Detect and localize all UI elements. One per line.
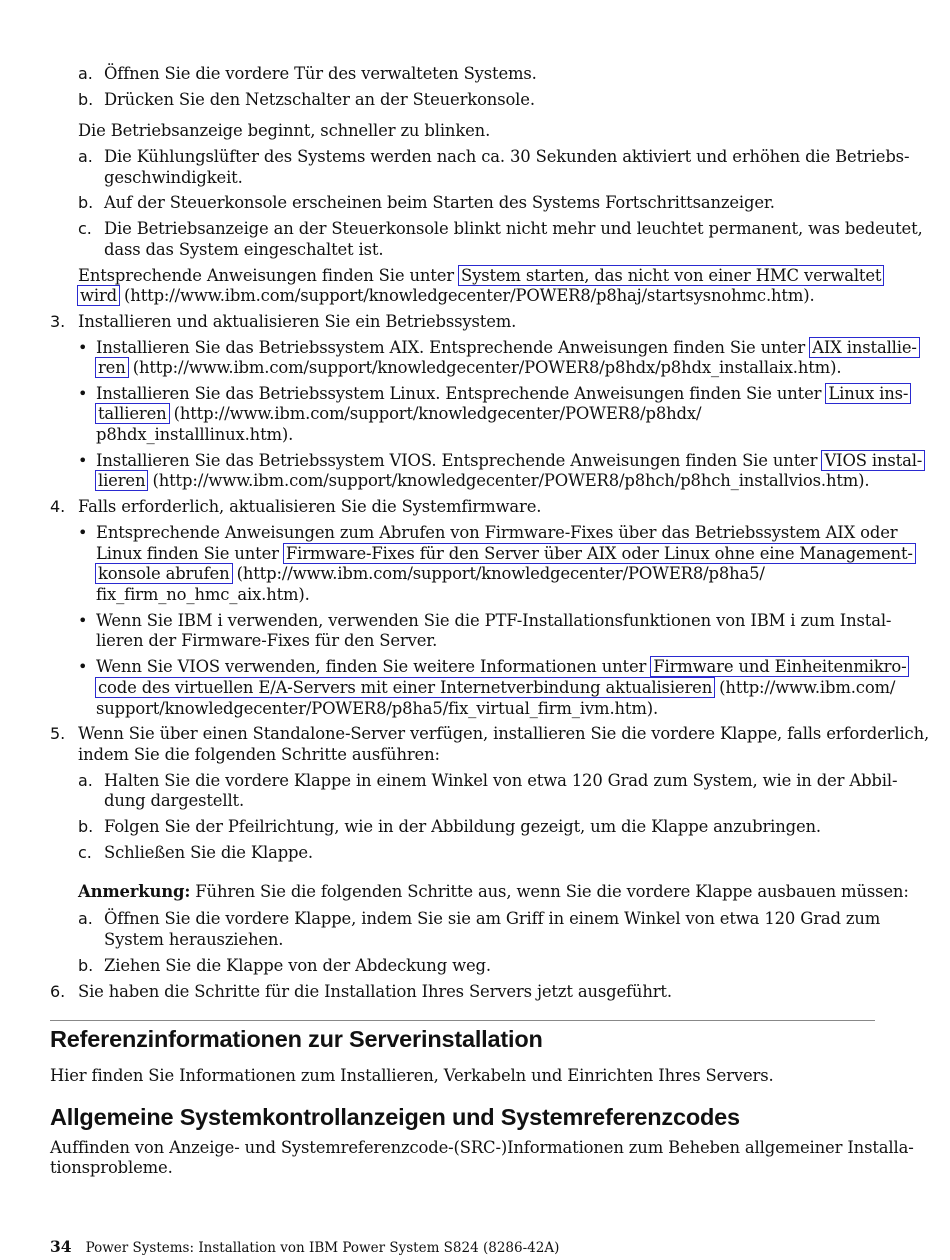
substep-marker: a. [78, 909, 93, 928]
substep-marker: b. [78, 90, 94, 109]
page-number: 34 [50, 1237, 72, 1256]
substep-text: Drücken Sie den Netzschalter an der Steuerkonsole. [104, 90, 535, 109]
start-ref-line1: Entsprechende Anweisungen finden Sie unter System starten, das nicht von einer HMC verwaltet [78, 265, 883, 286]
substep-marker: a. [78, 771, 93, 790]
bullet-text: Installieren Sie das Betriebssystem Linux. Entsprechende Anweisungen finden Sie unter Linux ins- [96, 383, 910, 404]
bullet: • [78, 338, 88, 357]
substep-text: geschwindigkeit. [104, 168, 243, 187]
bullet-text: lieren (http://www.ibm.com/support/knowledgecenter/POWER8/p8hch/p8hch_installvios.htm). [96, 470, 870, 491]
step-marker: 4. [50, 497, 66, 516]
step-text: Falls erforderlich, aktualisieren Sie die Systemfirmware. [78, 497, 542, 516]
step-marker: 5. [50, 724, 66, 743]
substep-text: Ziehen Sie die Klappe von der Abdeckung weg. [104, 956, 491, 975]
substep-text: dung dargestellt. [104, 791, 245, 810]
linux-install-link[interactable]: Linux ins- [825, 383, 911, 404]
step-marker: 3. [50, 312, 66, 331]
bullet: • [78, 657, 88, 676]
substep-text: Die Betriebsanzeige an der Steuerkonsole blinkt nicht mehr und leuchtet permanent, was bedeutet, [104, 219, 923, 238]
section-body: Hier finden Sie Informationen zum Installieren, Verkabeln und Einrichten Ihres Servers. [50, 1066, 774, 1085]
aix-install-link-cont[interactable]: ren [95, 357, 129, 378]
substep-text: Die Kühlungslüfter des Systems werden nach ca. 30 Sekunden aktiviert und erhöhen die Betriebs- [104, 147, 910, 166]
substep-marker: a. [78, 64, 93, 83]
footer-title: Power Systems: Installation von IBM Power System S824 (8286-42A) [85, 1240, 560, 1256]
bullet-text: ren (http://www.ibm.com/support/knowledgecenter/POWER8/p8hdx/p8hdx_installaix.htm). [96, 357, 841, 378]
bullet: • [78, 384, 88, 403]
bullet: • [78, 611, 88, 630]
start-ref-line2: wird (http://www.ibm.com/support/knowledgecenter/POWER8/p8haj/startsysnohmc.htm). [78, 285, 815, 306]
step-text: Sie haben die Schritte für die Installation Ihres Servers jetzt ausgeführt. [78, 982, 672, 1001]
vios-install-link[interactable]: VIOS instal- [821, 450, 925, 471]
page-footer [50, 1238, 559, 1257]
aix-install-link[interactable]: AIX installie- [809, 337, 920, 358]
substep-marker: b. [78, 817, 94, 836]
substep-marker: b. [78, 956, 94, 975]
substep-text: dass das System eingeschaltet ist. [104, 240, 384, 259]
section-heading: Referenzinformationen zur Serverinstallation [50, 1026, 543, 1052]
start-system-link[interactable]: System starten, das nicht von einer HMC verwaltet [458, 265, 884, 286]
substep-marker: c. [78, 843, 92, 862]
bullet-text: lieren der Firmware-Fixes für den Server. [96, 631, 438, 650]
power-led-note: Die Betriebsanzeige beginnt, schneller zu blinken. [78, 121, 491, 140]
substep-text: Öffnen Sie die vordere Klappe, indem Sie sie am Griff in einem Winkel von etwa 120 Grad zum [104, 909, 881, 928]
note-label: Anmerkung: [78, 882, 191, 901]
bullet-text: fix_firm_no_hmc_aix.htm). [96, 585, 310, 604]
substep-text: Halten Sie die vordere Klappe in einem Winkel von etwa 120 Grad zum System, wie in der Abbil- [104, 771, 898, 790]
firmware-fixes-link[interactable]: Firmware-Fixes für den Server über AIX oder Linux ohne eine Management- [283, 543, 916, 564]
substep-marker: a. [78, 147, 93, 166]
vios-install-link-cont[interactable]: lieren [95, 470, 148, 491]
bullet-text: support/knowledgecenter/POWER8/p8ha5/fix_virtual_firm_ivm.htm). [96, 699, 659, 718]
note: Anmerkung: Führen Sie die folgenden Schritte aus, wenn Sie die vordere Klappe ausbauen müssen: [78, 882, 909, 901]
start-system-link-cont[interactable]: wird [77, 285, 120, 306]
substep-text: Schließen Sie die Klappe. [104, 843, 313, 862]
bullet-text: konsole abrufen (http://www.ibm.com/support/knowledgecenter/POWER8/p8ha5/ [96, 563, 765, 584]
bullet-text: Linux finden Sie unter Firmware-Fixes für den Server über AIX oder Linux ohne eine Management- [96, 543, 915, 564]
step-text: Installieren und aktualisieren Sie ein Betriebssystem. [78, 312, 517, 331]
bullet-text: Wenn Sie IBM i verwenden, verwenden Sie die PTF-Installationsfunktionen von IBM i zum Instal- [96, 611, 892, 630]
substep-text: Folgen Sie der Pfeilrichtung, wie in der Abbildung gezeigt, um die Klappe anzubringen. [104, 817, 821, 836]
step-marker: 6. [50, 982, 66, 1001]
bullet-text: Wenn Sie VIOS verwenden, finden Sie weitere Informationen unter Firmware und Einheitenmikro- [96, 656, 908, 677]
step-text: indem Sie die folgenden Schritte ausführen: [78, 745, 440, 764]
linux-install-link-cont[interactable]: tallieren [95, 403, 170, 424]
bullet-text: p8hdx_installlinux.htm). [96, 425, 294, 444]
bullet-text: Entsprechende Anweisungen zum Abrufen von Firmware-Fixes über das Betriebssystem AIX oder [96, 523, 898, 542]
section-divider [50, 1020, 875, 1021]
substep-text: Öffnen Sie die vordere Tür des verwalteten Systems. [104, 64, 537, 83]
bullet: • [78, 451, 88, 470]
bullet-text: Installieren Sie das Betriebssystem VIOS. Entsprechende Anweisungen finden Sie unter VIOS instal- [96, 450, 924, 471]
section-body: tionsprobleme. [50, 1158, 173, 1177]
vios-firmware-link[interactable]: Firmware und Einheitenmikro- [650, 656, 909, 677]
substep-marker: b. [78, 193, 94, 212]
substep-text: System herausziehen. [104, 930, 284, 949]
step-text: Wenn Sie über einen Standalone-Server verfügen, installieren Sie die vordere Klappe, falls erforderlich, [78, 724, 930, 743]
firmware-fixes-link-cont[interactable]: konsole abrufen [95, 563, 233, 584]
vios-firmware-link-cont[interactable]: code des virtuellen E/A-Servers mit einer Internetverbindung aktualisieren [95, 677, 715, 698]
section-body: Auffinden von Anzeige- und Systemreferenzcode-(SRC-)Informationen zum Beheben allgemeiner Installa- [50, 1138, 914, 1157]
substep-marker: c. [78, 219, 92, 238]
bullet-text: Installieren Sie das Betriebssystem AIX. Entsprechende Anweisungen finden Sie unter AIX installie- [96, 337, 919, 358]
bullet-text: tallieren (http://www.ibm.com/support/knowledgecenter/POWER8/p8hdx/ [96, 403, 701, 424]
bullet: • [78, 523, 88, 542]
bullet-text: code des virtuellen E/A-Servers mit einer Internetverbindung aktualisieren (http://www.ibm.com/ [96, 677, 895, 698]
section-heading: Allgemeine Systemkontrollanzeigen und Systemreferenzcodes [50, 1104, 740, 1130]
substep-text: Auf der Steuerkonsole erscheinen beim Starten des Systems Fortschrittsanzeiger. [104, 193, 775, 212]
